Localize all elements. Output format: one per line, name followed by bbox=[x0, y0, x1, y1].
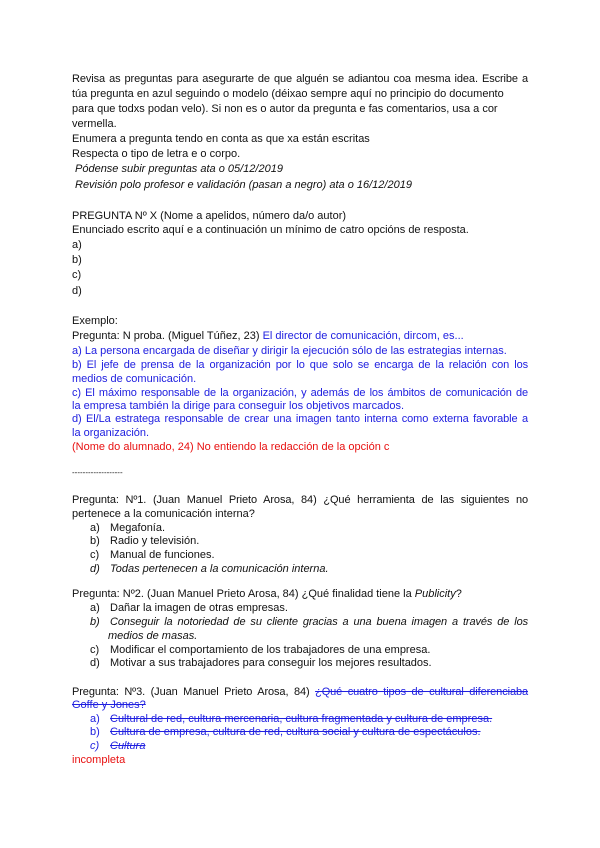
question-1-option bbox=[90, 521, 165, 535]
example-question: El director de comunicación, dircom, es... bbox=[262, 330, 464, 342]
option-text: Todas pertenecen a la comunicación interna. bbox=[110, 563, 329, 575]
intro-line: túa pregunta en azul seguindo o modelo (déixao sempre aquí no principio do documento bbox=[72, 88, 504, 100]
question-2-option bbox=[90, 615, 528, 629]
question-1-line: pertenece a la comunicación interna? bbox=[72, 508, 255, 520]
question-3-option bbox=[90, 725, 481, 739]
example-line: b) El jefe de prensa de la organización por lo que solo se encarga de la relación con los bbox=[72, 359, 528, 371]
deadline-upload: Pódense subir preguntas ata o 05/12/2019 bbox=[75, 163, 283, 175]
template-heading: PREGUNTA Nº X (Nome a apelidos, número da/o autor) bbox=[72, 210, 347, 222]
option-label: d) bbox=[90, 657, 100, 669]
option-label: c) bbox=[90, 549, 100, 561]
option-text: Manual de funciones. bbox=[110, 549, 215, 561]
question-1-option bbox=[90, 534, 199, 548]
intro-line: Revisa as preguntas para asegurarte de que alguén se adiantou coa mesma idea. Escribe a bbox=[72, 73, 528, 85]
example-line: medios de comunicación. bbox=[72, 373, 197, 385]
template-option: a) bbox=[72, 239, 82, 251]
option-label: a) bbox=[90, 713, 100, 725]
question-2-line bbox=[72, 587, 462, 601]
question-3-option bbox=[90, 712, 492, 726]
question-3-comment: incompleta bbox=[72, 754, 126, 766]
question-suffix: ? bbox=[455, 588, 462, 600]
option-label: a) bbox=[90, 522, 100, 534]
question-3-line: Goffe y Jones? bbox=[72, 699, 146, 711]
option-label: b) bbox=[90, 535, 100, 547]
option-text: Dañar la imagen de otras empresas. bbox=[110, 602, 288, 614]
option-label: b) bbox=[90, 726, 100, 738]
intro-line: vermella. bbox=[72, 118, 117, 130]
question-1-option bbox=[90, 562, 329, 576]
question-3-option bbox=[90, 739, 145, 753]
template-instruction: Enunciado escrito aquí e a continuación un mínimo de catro opcións de resposta. bbox=[72, 224, 469, 236]
question-1-line: Pregunta: Nº1. (Juan Manuel Prieto Arosa, 84) ¿Qué herramienta de las siguientes no bbox=[72, 494, 528, 506]
option-label: c) bbox=[90, 644, 100, 656]
template-option: b) bbox=[72, 254, 82, 266]
option-label: a) bbox=[90, 602, 100, 614]
option-text: Cultura de empresa, cultura de red, cultura social y cultura de espectáculos. bbox=[110, 726, 481, 738]
option-text: Radio y televisión. bbox=[110, 535, 200, 547]
question-3-line bbox=[72, 685, 528, 699]
option-text: Motivar a sus trabajadores para conseguir los mejores resultados. bbox=[110, 657, 432, 669]
template-option: c) bbox=[72, 269, 82, 281]
intro-line: Respecta o tipo de letra e o corpo. bbox=[72, 148, 241, 160]
option-label: d) bbox=[90, 563, 100, 575]
question-prefix: Pregunta: Nº2. (Juan Manuel Prieto Arosa, 84) ¿Qué finalidad tiene la bbox=[72, 588, 415, 600]
question-2-option-cont: medios de masas. bbox=[108, 630, 198, 642]
option-text: Cultura bbox=[110, 740, 146, 752]
question-text-struck: ¿Qué cuatro tipos de cultural diferenciaba bbox=[315, 686, 528, 698]
example-line: a) La persona encargada de diseñar y dirigir la ejecución sólo de las estrategias internas. bbox=[72, 345, 507, 357]
intro-line: para que todxs podan velo). Si non es o autor da pregunta e fas comentarios, usa a cor bbox=[72, 103, 498, 115]
example-prefix: Pregunta: N proba. (Miguel Túñez, 23) bbox=[72, 330, 260, 342]
example-line: la organización. bbox=[72, 427, 150, 439]
question-2-option bbox=[90, 656, 432, 670]
example-line: c) El máximo responsable de la organización, y además de los ámbitos de comunicación de bbox=[72, 387, 528, 399]
question-1-option bbox=[90, 548, 215, 562]
example-line: la empresa también la dirige para conseguir los objetivos marcados. bbox=[72, 400, 405, 412]
separator: ------------------- bbox=[72, 468, 123, 477]
question-prefix: Pregunta: Nº3. (Juan Manuel Prieto Arosa, 84) bbox=[72, 686, 310, 698]
question-2-option bbox=[90, 643, 430, 657]
option-label: b) bbox=[90, 616, 100, 628]
option-text: Cultural de red, cultura mercenaria, cultura fragmentada y cultura de empresa. bbox=[110, 713, 493, 725]
example-label: Exemplo: bbox=[72, 315, 118, 327]
option-text: Modificar el comportamiento de los trabajadores de una empresa. bbox=[110, 644, 431, 656]
option-text: Megafonía. bbox=[110, 522, 166, 534]
question-2-option bbox=[90, 601, 288, 615]
question-emphasis: Publicity bbox=[414, 588, 456, 600]
intro-line: Enumera a pregunta tendo en conta as que xa están escritas bbox=[72, 133, 370, 145]
example-line: d) El/La estratega responsable de crear una imagen tanto interna como externa favorable a bbox=[72, 413, 528, 425]
option-label: c) bbox=[90, 740, 100, 752]
option-text: Conseguir la notoriedad de su cliente gracias a una buena imagen a través de los bbox=[110, 616, 528, 628]
example-comment: (Nome do alumnado, 24) No entiendo la redacción de la opción c bbox=[72, 441, 390, 453]
example-question-line bbox=[72, 329, 464, 343]
deadline-review: Revisión polo profesor e validación (pasan a negro) ata o 16/12/2019 bbox=[75, 179, 412, 191]
template-option: d) bbox=[72, 285, 82, 297]
